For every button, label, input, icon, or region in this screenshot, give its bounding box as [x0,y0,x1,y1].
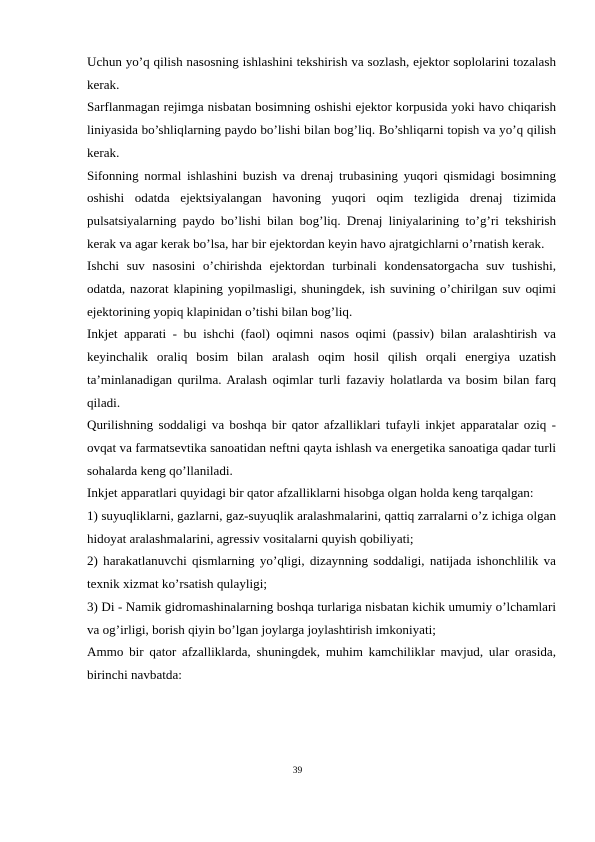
document-body [87,51,556,687]
paragraph-7: Inkjet apparatlari quyidagi bir qator afzalliklarni hisobga olgan holda keng tarqalgan: [87,485,534,501]
page-number: 39 [292,766,303,776]
paragraph-3: Sifonning normal ishlashini buzish va drenaj trubasining yuqori qismidagi bosimning oshishi odatda ejektsiyalangan havoning yuqori oqim tezligida drenaj tizimida pulsatsiyalarning paydo bo’lishi bilan bog’liq. Drenaj liniyalarining to’g’ri tekshirish kerak va agar kerak bo’lsa, har bir ejektordan keyin havo ajratgichlarni o’rnatish kerak. [87,167,556,251]
paragraph-1: Uchun yo’q qilish nasosning ishlashini tekshirish va sozlash, ejektor soplolarini tozalash kerak. [87,54,556,92]
paragraph-5: Inkjet apparati - bu ishchi (faol) oqimni nasos oqimi (passiv) bilan aralashtirish va keyinchalik oraliq bosim bilan aralash oqim hosil qilish orqali energiya uzatish ta’minlanadigan qurilma. Aralash oqimlar turli fazaviy holatlarda va bosim bilan farq qiladi. [87,326,556,410]
list-item-3: 3) Di - Namik gidromashinalarning boshqa turlariga nisbatan kichik umumiy o’lchamlari va og’irligi, borish qiyin bo’lgan joylarga joylashtirish imkoniyati; [87,598,556,637]
paragraph-2: Sarflanmagan rejimga nisbatan bosimning oshishi ejektor korpusida yoki havo chiqarish liniyasida bo’shliqlarning paydo bo’lishi bilan bog’liq. Bo’shliqarni topish va yo’q qilish kerak. [87,99,556,160]
list-item-1: 1) suyuqliklarni, gazlarni, gaz-suyuqlik aralashmalarini, qattiq zarralarni o’z ichiga olgan hidoyat aralashmalarini, agressiv vositalarni quyish qobiliyati; [87,508,556,546]
paragraph-8: Ammo bir qator afzalliklarda, shuningdek, muhim kamchiliklar mavjud, ular orasida, birinchi navbatda: [87,644,556,682]
paragraph-4: Ishchi suv nasosini o’chirishda ejektordan turbinali kondensatorgacha suv tushishi, odatda, nazorat klapining yopilmasligi, shuningdek, ish suvining o’chirilgan suv oqimi ejektorining yopiq klapinidan o’tishi bilan bog’liq. [87,258,556,319]
list-item-2: 2) harakatlanuvchi qismlarning yo’qligi, dizaynning soddaligi, natijada ishonchlilik va texnik xizmat ko’rsatish qulayligi; [87,553,556,592]
paragraph-6: Qurilishning soddaligi va boshqa bir qator afzalliklari tufayli inkjet apparatalar oziq - ovqat va farmatsevtika sanoatidan neftni qayta ishlash va energetika sanoatiga qadar turli sohalarda keng qo’llaniladi. [87,417,556,478]
